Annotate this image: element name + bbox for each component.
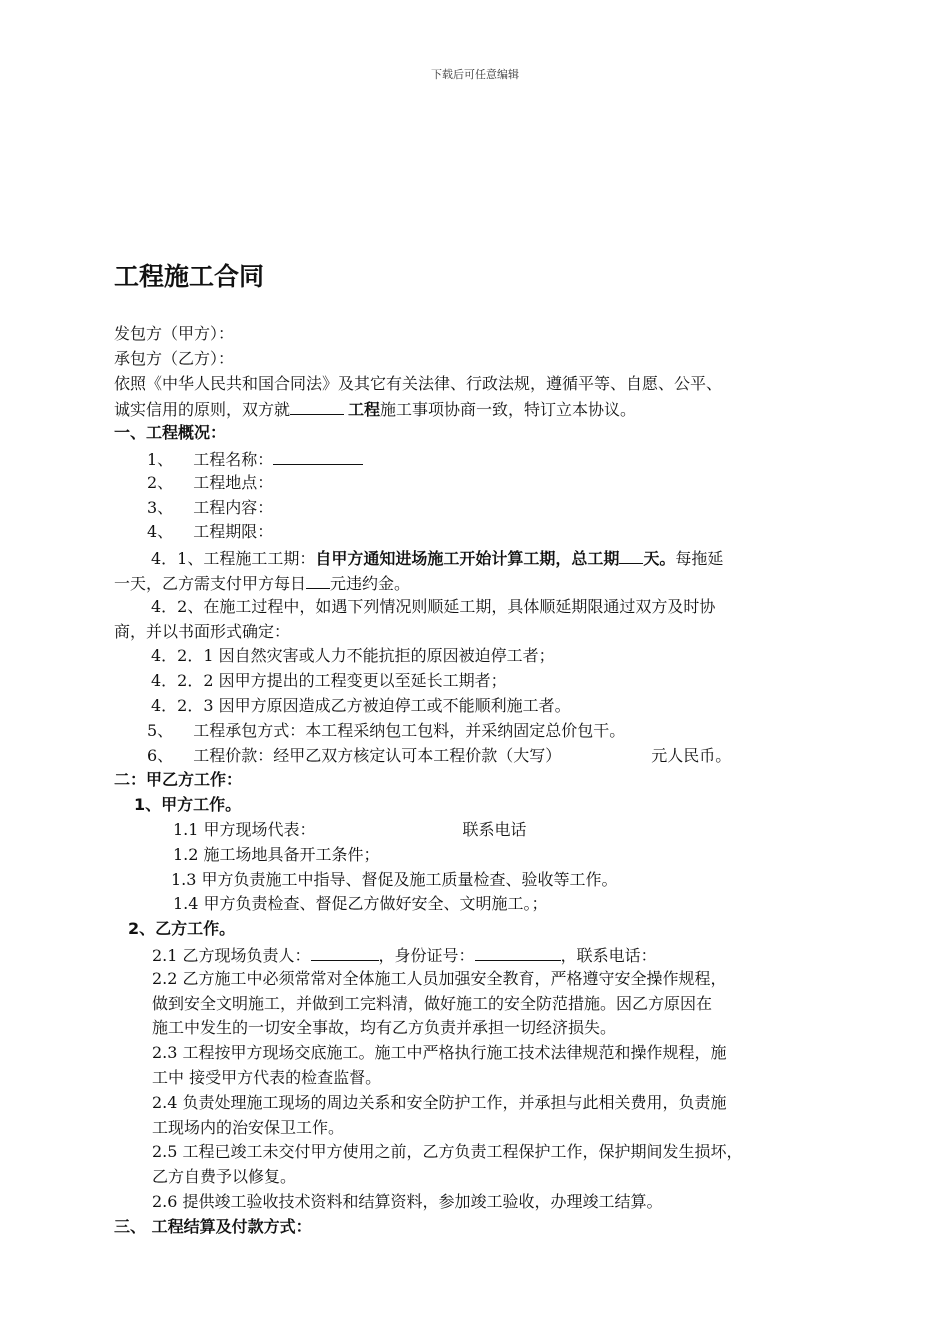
- intro-line-1: 依照《中华人民共和国合同法》及其它有关法律、行政法规，遵循平等、自愿、公平、: [114, 373, 723, 393]
- item-2: [114, 471, 840, 496]
- download-note: 下载后可任意编辑: [431, 68, 519, 81]
- intro-project-word: 工程: [348, 400, 381, 420]
- item-5: [114, 719, 840, 744]
- item-label: 工程期限：: [193, 522, 274, 542]
- clause-4-1-bold: 自甲方通知进场施工开始计算工期，总工期: [315, 549, 620, 569]
- item-label: 工程地点：: [193, 472, 274, 492]
- contact-label: 联系电话: [462, 819, 527, 839]
- contract-body: [114, 322, 840, 1239]
- item-number: 3、: [147, 497, 174, 517]
- clause-2-6: 2.6 提供竣工验收技术资料和结算资料，参加竣工验收，办理竣工结算。: [152, 1191, 663, 1211]
- item-number: 2、: [147, 472, 174, 492]
- name-blank: [273, 446, 363, 465]
- item-number: 1、: [147, 449, 174, 469]
- clause-4-2-1: 4．2．1 因自然灾害或人力不能抗拒的原因被迫停工者；: [151, 646, 555, 666]
- section-2-heading: 二：甲乙方工作：: [114, 770, 243, 790]
- manager-label: 2.1 乙方现场负责人：: [152, 945, 311, 965]
- clause-2-5-line-2: 乙方自费予以修复。: [152, 1167, 297, 1187]
- clause-1-2: 1.2 施工场地具备开工条件；: [173, 844, 380, 864]
- clause-1-4: 1.4 甲方负责检查、督促乙方做好安全、文明施工。；: [173, 894, 548, 914]
- project-blank: [290, 396, 344, 415]
- clause-2-4-line-2: 工现场内的治安保卫工作。: [152, 1117, 345, 1137]
- item-label: 工程内容：: [193, 497, 274, 517]
- contract-title: 工程施工合同: [114, 262, 265, 291]
- party-b-work-heading: 2、乙方工作。: [128, 919, 236, 939]
- section-1-heading: 一、工程概况：: [114, 423, 227, 443]
- item-4: [114, 520, 840, 545]
- clause-4-1-tail: 每拖延: [675, 549, 724, 569]
- clause-2-1: [114, 942, 840, 967]
- clause-2-3-line-2: 工中 接受甲方代表的检查监督。: [152, 1067, 382, 1087]
- id-blank: [475, 942, 561, 961]
- clause-2-2-line-3: 施工中发生的一切安全事故，均有乙方负责并承担一切经济损失。: [152, 1018, 617, 1038]
- clause-1-1: [114, 818, 840, 843]
- days-blank: [619, 545, 643, 564]
- party-a-work-heading: 1、甲方工作。: [134, 795, 242, 815]
- clause-2-5-line-1: 2.5 工程已竣工未交付甲方使用之前，乙方负责工程保护工作，保护期间发生损坏，: [152, 1142, 743, 1162]
- clause-2-2-line-2: 做到安全文明施工，并做到工完料清，做好施工的安全防范措施。因乙方原因在: [152, 993, 713, 1013]
- clause-4-2-line-2: 商，并以书面形式确定：: [114, 621, 291, 641]
- clause-4-1-line-1: [114, 545, 840, 570]
- item-number: 5、: [147, 720, 174, 740]
- id-label: ，身份证号：: [378, 945, 475, 965]
- phone-label: ，联系电话：: [560, 945, 657, 965]
- item-6: [114, 744, 840, 769]
- party-b-line: 承包方（乙方）：: [114, 348, 235, 368]
- price-unit: 元人民币。: [651, 745, 732, 765]
- intro-line-2: [114, 396, 840, 421]
- penalty-text: 一天，乙方需支付甲方每日: [114, 573, 307, 593]
- clause-4-2-line-1: 4．2、在施工过程中，如遇下列情况则顺延工期，具体顺延期限通过双方及时协: [151, 596, 716, 616]
- clause-4-1-line-2: [114, 570, 840, 595]
- item-1: [114, 446, 840, 471]
- penalty-blank: [306, 570, 330, 589]
- clause-4-2-2: 4．2．2 因甲方提出的工程变更以至延长工期者；: [151, 671, 507, 691]
- intro-text-a: 诚实信用的原则，双方就: [114, 400, 291, 420]
- item-text: 工程承包方式：本工程采纳包工包料，并采纳固定总价包干。: [193, 720, 626, 740]
- party-a-line: 发包方（甲方）：: [114, 324, 235, 343]
- clause-2-4-line-1: 2.4 负责处理施工现场的周边关系和安全防护工作，并承担与此相关费用，负责施: [152, 1092, 727, 1112]
- clause-1-3: 1.3 甲方负责施工中指导、督促及施工质量检查、验收等工作。: [171, 869, 618, 889]
- intro-text-c: 施工事项协商一致，特订立本协议。: [380, 400, 637, 420]
- section-3-heading: 三、 工程结算及付款方式：: [114, 1216, 312, 1236]
- clause-4-2-3: 4．2．3 因甲方原因造成乙方被迫停工或不能顺利施工者。: [151, 695, 571, 715]
- item-3: [114, 496, 840, 521]
- item-label: 工程名称：: [193, 449, 274, 469]
- item-number: 4、: [147, 522, 174, 542]
- item-number: 6、: [147, 745, 174, 765]
- clause-4-1-days: 天。: [643, 549, 676, 569]
- penalty-tail: 元违约金。: [330, 573, 411, 593]
- clause-4-1-label: 4．1、工程施工工期：: [151, 549, 316, 569]
- item-text: 工程价款：经甲乙双方核定认可本工程价款（大写）: [193, 745, 562, 765]
- manager-blank: [311, 942, 379, 961]
- clause-2-2-line-1: 2.2 乙方施工中必须常常对全体施工人员加强安全教育，严格遵守安全操作规程，: [152, 968, 727, 988]
- rep-label: 1.1 甲方现场代表：: [173, 819, 316, 839]
- clause-2-3-line-1: 2.3 工程按甲方现场交底施工。施工中严格执行施工技术法律规范和操作规程，施: [152, 1043, 727, 1063]
